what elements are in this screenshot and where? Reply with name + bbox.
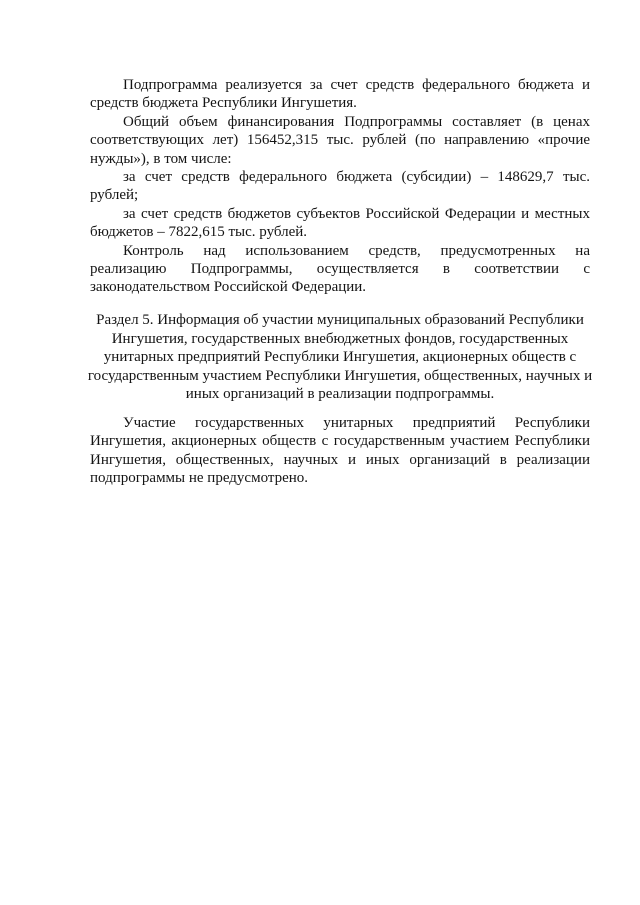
paragraph-funding-sources: Подпрограмма реализуется за счет средств федерального бюджета и средств бюджета Республики Ингушетия. xyxy=(90,77,590,112)
section-5-title: Раздел 5. Информация об участии муниципальных образований Республики Ингушетия, государственных внебюджетных фондов, государственных унитарных предприятий Республики Ингушетия, акционерных обществ с государственным участием Республики Ингушетия, общественных, научных и иных организаций в реализации подпрограммы. xyxy=(87,312,593,403)
paragraph-regional-budget: за счет средств бюджетов субъектов Российской Федерации и местных бюджетов – 7822,615 тыс. рублей. xyxy=(90,205,590,241)
paragraph-participation: Участие государственных унитарных предприятий Республики Ингушетия, акционерных обществ с государственным участием Республики Ингушетия, общественных, научных и иных организаций в реализации подпрограммы не предусмотрено. xyxy=(90,415,590,487)
financing-text-block xyxy=(90,76,590,297)
paragraph-total-financing: Общий объем финансирования Подпрограммы составляет (в ценах соответствующих лет) 156452,315 тыс. рублей (по направлению «прочие нужды»), в том числе: xyxy=(90,113,590,167)
paragraph-federal-budget: за счет средств федерального бюджета (субсидии) – 148629,7 тыс. рублей; xyxy=(90,169,590,204)
paragraph-control: Контроль над использованием средств, предусмотренных на реализацию Подпрограммы, осуществляется в соответствии с законодательством Российской Федерации. xyxy=(90,242,590,296)
participation-text-block xyxy=(90,414,590,488)
